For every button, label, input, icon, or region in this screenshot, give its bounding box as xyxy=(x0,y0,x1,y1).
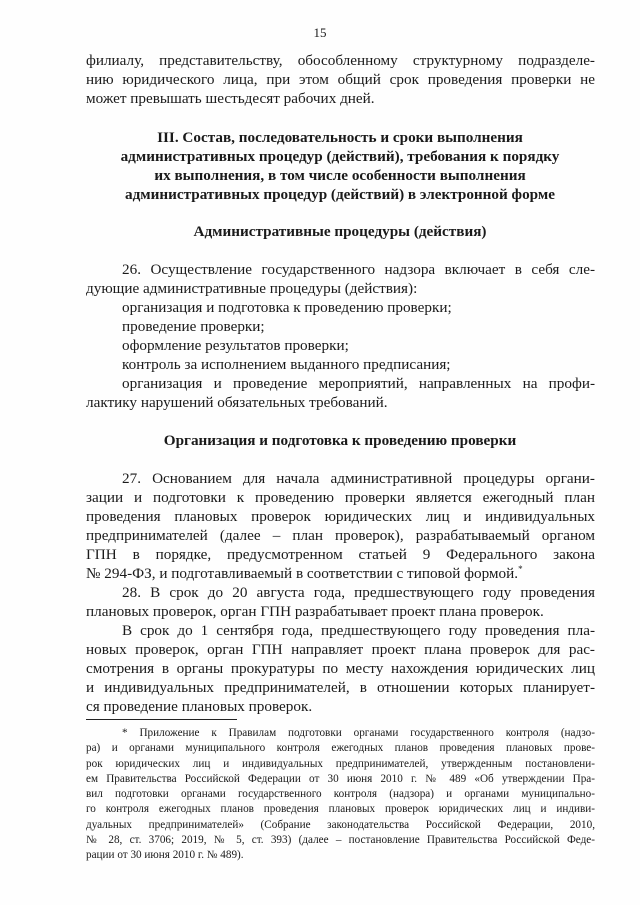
paragraph-26-line: проведение проверки; xyxy=(122,318,265,335)
footnote-line: рок юридических лиц и индивидуальных предпринимателей, утвержденным постановлени- xyxy=(86,758,595,770)
paragraph-27-line: зации и подготовки к проведению проверки является ежегодный план xyxy=(86,489,595,506)
paragraph-27-line: ГПН в порядке, предусмотренном статьей 9 Федерального закона xyxy=(86,546,595,563)
section-title-line: их выполнения, в том числе особенности выполнения xyxy=(154,167,526,184)
paragraph-28-line: плановых проверок, орган ГПН разрабатывает проект плана проверок. xyxy=(86,603,544,620)
paragraph-28-line: новых проверок, орган ГПН направляет проект плана проверок для рас- xyxy=(86,641,595,658)
paragraph-27-line: проведения плановых проверок юридических лиц и индивидуальных xyxy=(86,508,595,525)
section-title-line: административных процедур (действий) в электронной форме xyxy=(125,186,555,203)
footnote-line: го контроля ежегодных планов проведения плановых проверок юридических лиц и индиви- xyxy=(86,803,595,815)
paragraph-26-line: дующие административные процедуры (действия): xyxy=(86,280,418,297)
paragraph-27-line: предпринимателей (далее – план проверок), разрабатываемый органом xyxy=(86,527,595,544)
footnote-line: * Приложение к Правилам подготовки органами государственного контроля (надзо- xyxy=(122,727,595,739)
paragraph-27-last-text: № 294-ФЗ, и подготавливаемый в соответствии с типовой формой. xyxy=(86,565,519,582)
paragraph-27-line: 27. Основанием для начала административной процедуры органи- xyxy=(122,470,595,487)
footnote-line: вил подготовки органами государственного контроля (надзора) и органами муниципально- xyxy=(86,788,595,800)
footnote-separator xyxy=(86,719,237,720)
footnote-line: ра) и органами муниципального контроля ежегодных планов проведения плановых прове- xyxy=(86,742,595,754)
paragraph-26-line: 26. Осуществление государственного надзора включает в себя сле- xyxy=(122,261,595,278)
footnote-line: рации от 30 июня 2010 г. № 489). xyxy=(86,849,244,861)
paragraph-27-line xyxy=(86,564,595,583)
footnote-line: дуальных предпринимателей» (Собрание законодательства Российской Федерации, 2010, xyxy=(86,819,595,831)
section-title-line: административных процедур (действий), требования к порядку xyxy=(120,148,560,165)
heading-organization: Организация и подготовка к проведению проверки xyxy=(163,432,517,449)
footnote-line: ем Правительства Российской Федерации от 30 июня 2010 г. № 489 «Об утверждении Пра- xyxy=(86,773,595,785)
paragraph-28-line: ся проведение плановых проверок. xyxy=(86,698,313,715)
paragraph-28-line: 28. В срок до 20 августа года, предшествующего году проведения xyxy=(122,584,595,601)
footnote-reference: * xyxy=(518,563,523,574)
paragraph-28-line: В срок до 1 сентября года, предшествующего году проведения пла- xyxy=(122,622,595,639)
paragraph-26-line: контроль за исполнением выданного предписания; xyxy=(122,356,451,373)
paragraph-28-line: и индивидуальных предпринимателей, в отношении которых планирует- xyxy=(86,679,595,696)
paragraph-26-line: оформление результатов проверки; xyxy=(122,337,349,354)
paragraph-26-line: организация и проведение мероприятий, направленных на профи- xyxy=(122,375,595,392)
section-title-line: III. Состав, последовательность и сроки выполнения xyxy=(157,129,523,146)
paragraph-28-line: смотрения в органы прокуратуры по месту нахождения юридических лиц xyxy=(86,660,595,677)
text-line: филиалу, представительству, обособленному структурному подразделе- xyxy=(86,52,595,69)
paragraph-26-line: организация и подготовка к проведению проверки; xyxy=(122,299,452,316)
footnote-line: № 28, ст. 3706; 2019, № 5, ст. 393) (далее – постановление Правительства Российской Феде- xyxy=(86,834,595,846)
page-number: 15 xyxy=(313,25,327,40)
text-line: может превышать шестьдесят рабочих дней. xyxy=(86,90,375,107)
text-line: нию юридического лица, при этом общий срок проведения проверки не xyxy=(86,71,595,88)
heading-admin-procedures: Административные процедуры (действия) xyxy=(193,223,487,240)
paragraph-26-line: лактику нарушений обязательных требований. xyxy=(86,394,388,411)
